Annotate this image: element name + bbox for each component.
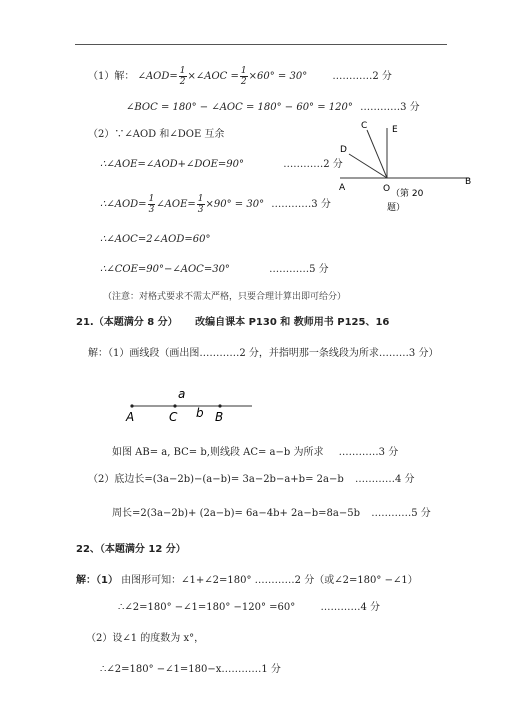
p22-part1-line1	[76, 574, 418, 588]
p22-part1-line2	[118, 601, 380, 615]
figure-caption-line2: 题）	[387, 203, 406, 213]
p20-p1a-mid: ×∠AOC =	[187, 71, 239, 82]
figure-21	[120, 386, 260, 426]
p20-part2-label: （2）∵∠AOD 和∠DOE 互余	[88, 129, 225, 140]
label-a: A	[339, 183, 346, 193]
p20-p1b-score: …………3 分	[360, 102, 420, 113]
p20-p2d-score: …………5 分	[269, 264, 329, 275]
figure-caption-line1: （第 20	[391, 189, 424, 199]
p20-p2b-pre: ∴∠AOD=	[100, 199, 147, 210]
p21-part2-line1	[88, 473, 414, 487]
p21-result-line	[112, 446, 398, 460]
p20-p2b-mid: ∠AOE=	[156, 199, 196, 210]
p22-p1b: ∴∠2=180° −∠1=180° −120° =60°	[118, 602, 296, 613]
p20-p2d: ∴∠COE=90°−∠AOC=30°	[100, 264, 230, 275]
p21-p2a-score: …………4 分	[354, 474, 415, 485]
p21-part2-line2	[112, 507, 431, 521]
p20-p2b-post: ×90° = 30°	[205, 199, 265, 210]
label-b: B	[465, 177, 472, 187]
p20-part2-line1	[100, 158, 343, 172]
ray-od	[349, 154, 387, 178]
point-b	[218, 404, 221, 407]
p20-note: （注意：对格式要求不需太严格，只要合理计算出即可给分）	[103, 292, 347, 302]
label-d: D	[340, 145, 347, 155]
p21-heading-line	[76, 316, 389, 330]
p21-p2b: 周长=2(3a−2b)+ (2a−b)= 6a−4b+ 2a−b=8a−5b	[112, 508, 361, 519]
p20-p2b-score: …………3 分	[271, 199, 331, 210]
p22-part2-line2: ∴∠2=180° −∠1=180−x…………1 分	[100, 664, 281, 675]
p22-heading: 22、（本题满分 12 分）	[76, 544, 186, 555]
label-a-length: a	[178, 387, 186, 401]
label-e: E	[392, 125, 398, 135]
fraction-half-1: $\frac{1}{2}$	[179, 66, 186, 87]
point-a	[130, 404, 133, 407]
fraction-half-2: $\frac{1}{2}$	[240, 66, 247, 87]
p22-part2-line1: （2）设∠1 的度数为 x°，	[86, 633, 205, 644]
p20-part1-label: （1）解：	[88, 71, 135, 82]
p21-heading: 21.（本题满分 8 分）	[76, 317, 178, 328]
p21-result-score: …………3 分	[338, 447, 399, 458]
p20-p1a-score: …………2 分	[332, 71, 392, 82]
fraction-third-2: $\frac{1}{3}$	[197, 194, 204, 215]
p21-part1-line: 解：（1）画线段（画出图…………2 分，并指明那一条线段为所求………3 分）	[88, 348, 439, 359]
p20-p1a-pre: ∠AOD=	[137, 71, 178, 82]
p22-p1b-score: …………4 分	[320, 602, 380, 613]
label-point-a: A	[126, 410, 135, 424]
p20-part2-line4	[100, 263, 329, 277]
p20-p2a: ∴∠AOE=∠AOD+∠DOE=90°	[100, 159, 245, 170]
header-rule	[75, 44, 447, 45]
p22-p1-label: 解：（1）	[76, 575, 118, 586]
label-b-length: b	[196, 406, 204, 420]
fraction-third-1: $\frac{1}{3}$	[148, 194, 155, 215]
p22-p1: 由图形可知：∠1+∠2=180° …………2 分（或∠2=180° −∠1）	[121, 575, 418, 586]
p20-part2-line2	[100, 194, 331, 215]
label-point-c: C	[169, 410, 178, 424]
p20-p1a-post: ×60° = 30°	[248, 71, 308, 82]
label-c: C	[361, 121, 368, 131]
figure-20	[335, 112, 475, 216]
p21-result: 如图 AB= a, BC= b,则线段 AC= a−b 为所求	[112, 447, 324, 458]
label-point-b: B	[215, 410, 224, 424]
p21-source: 改编自课本 P130 和 教师用书 P125、16	[195, 317, 390, 328]
label-o: O	[383, 184, 391, 194]
p21-p2b-score: …………5 分	[371, 508, 431, 519]
point-c	[173, 404, 176, 407]
ray-oc	[367, 130, 387, 178]
p20-p2a-score: …………2 分	[283, 159, 343, 170]
p20-p1b: ∠BOC = 180° − ∠AOC = 180° − 60° = 120°	[126, 102, 353, 113]
p20-part2-line3: ∴∠AOC=2∠AOD=60°	[100, 234, 211, 245]
p21-p2a: （2）底边长=(3a−2b)−(a−b)= 3a−2b−a+b= 2a−b	[88, 474, 344, 485]
p20-part1-line1	[88, 66, 392, 87]
